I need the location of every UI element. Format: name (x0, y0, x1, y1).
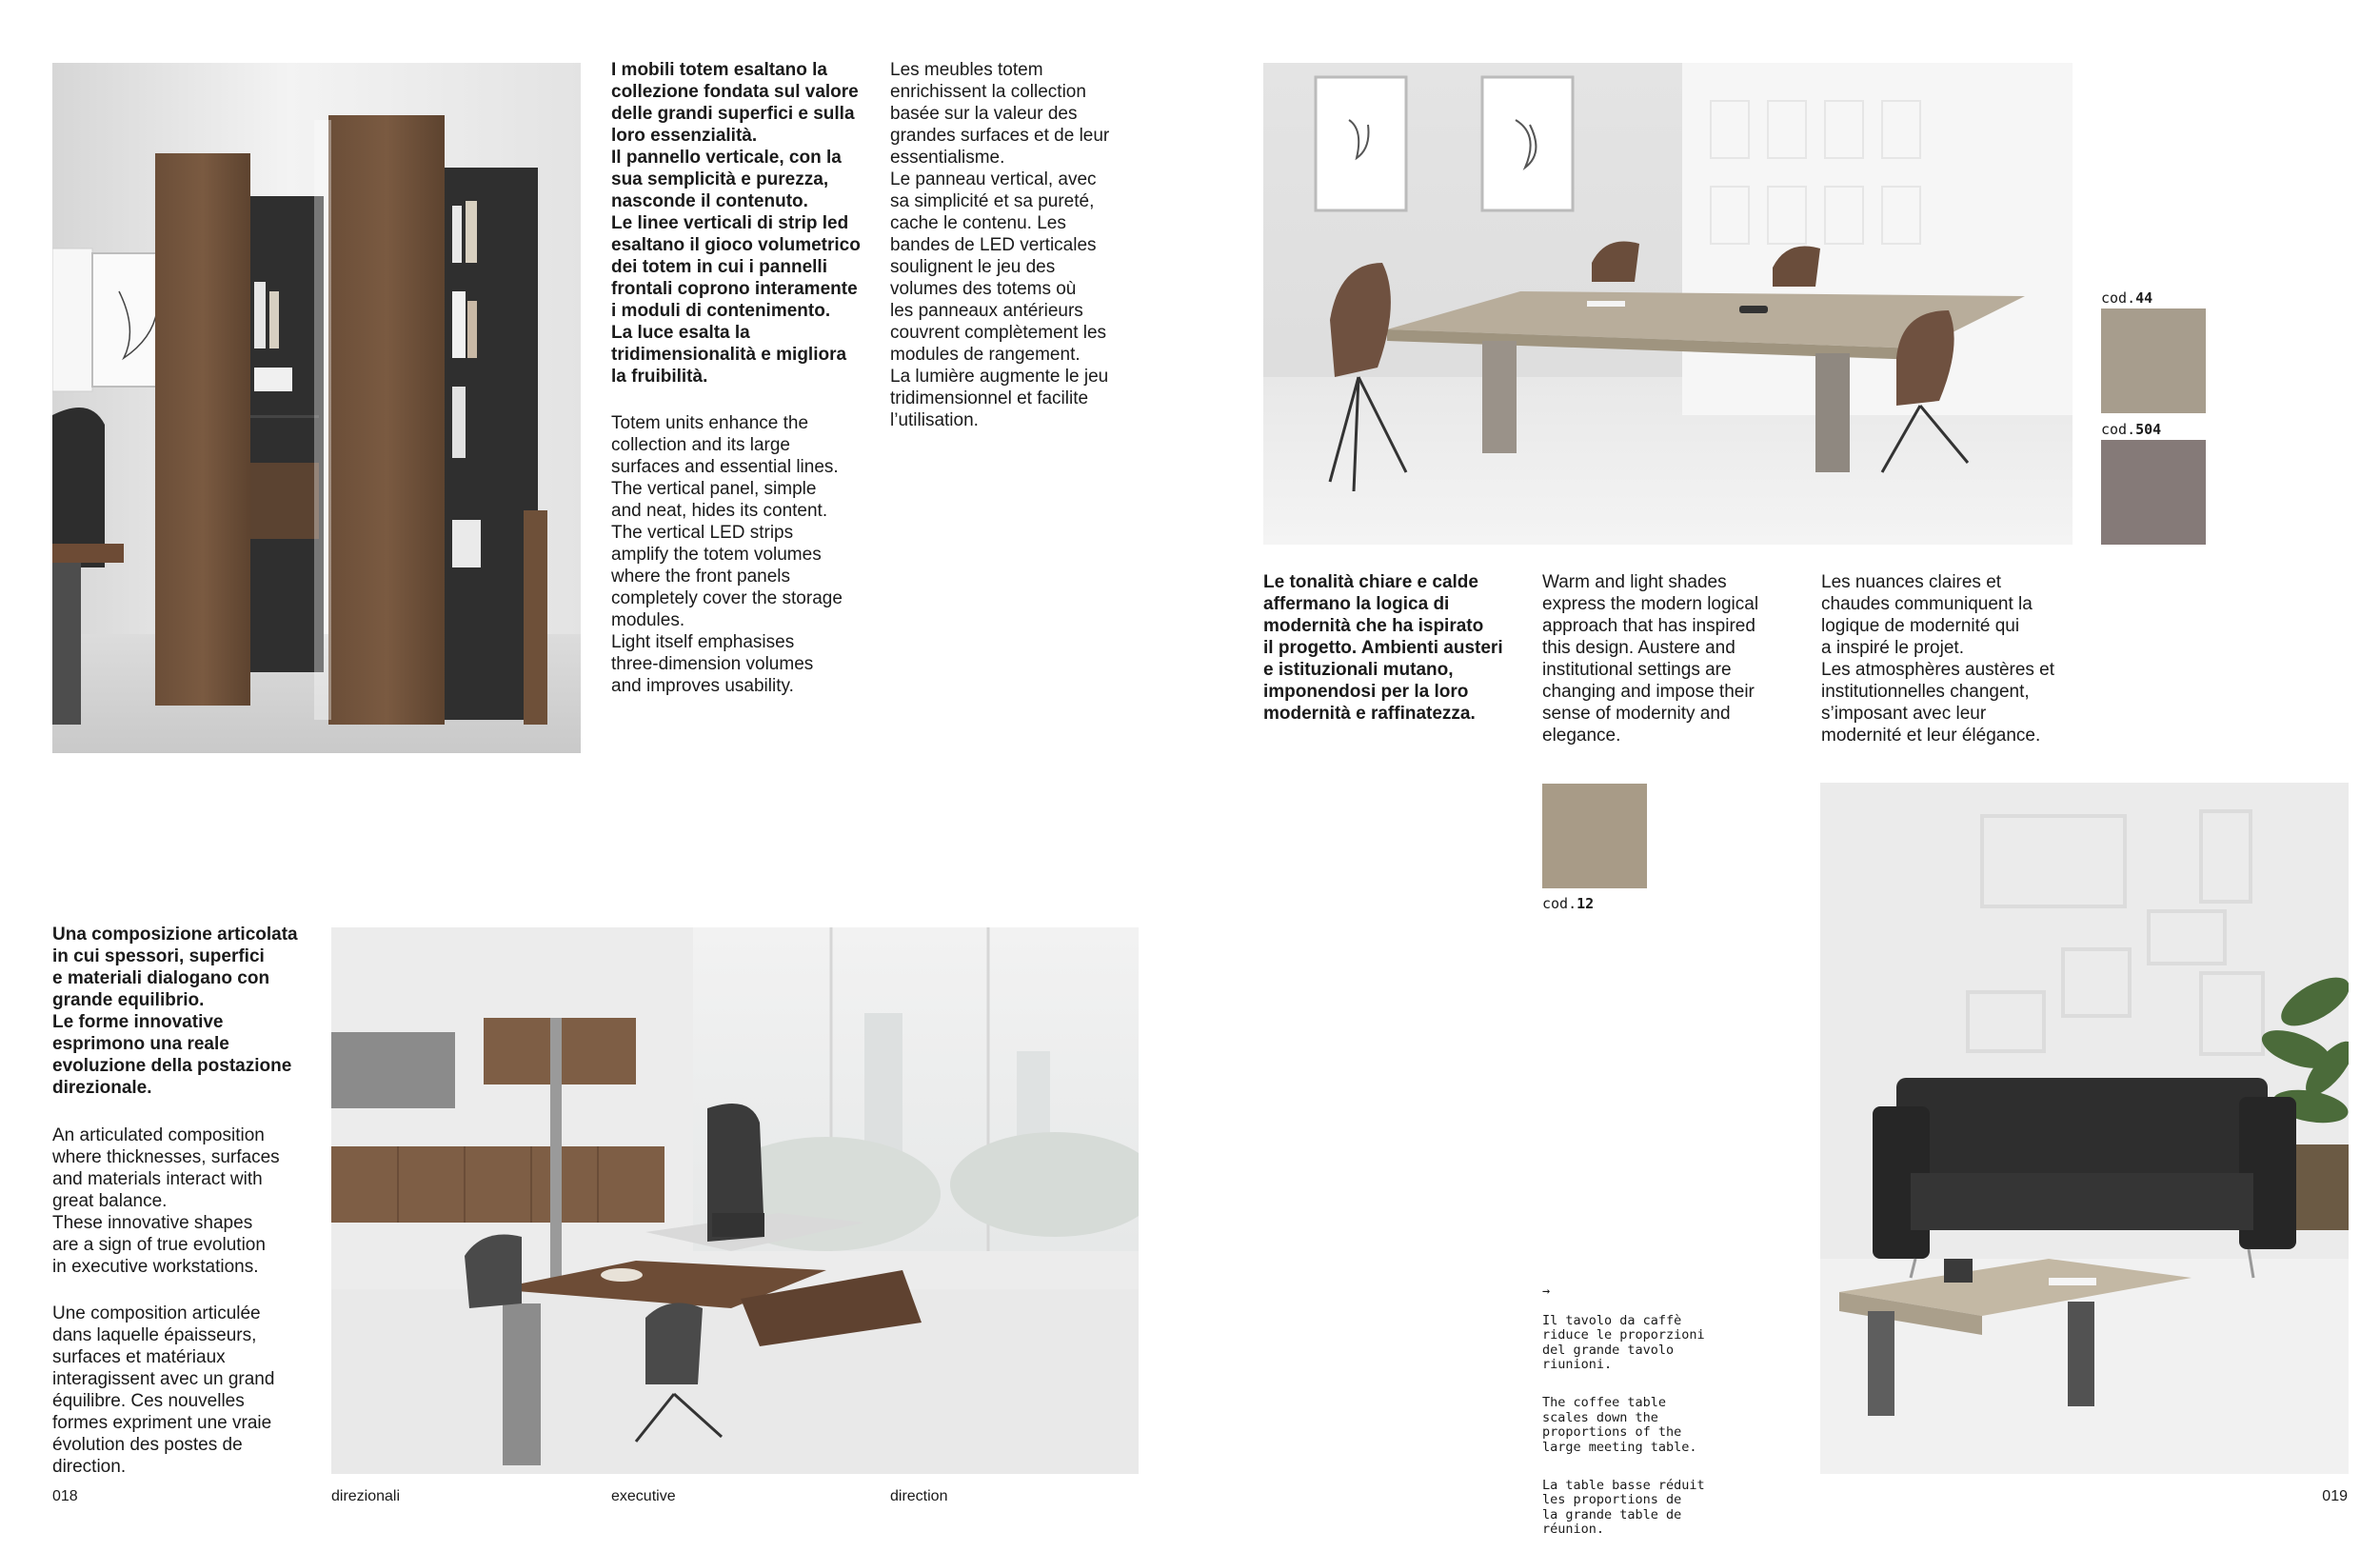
composition-text-french: Une composition articulée dans laquelle épaisseurs, surfaces et matériaux interagissent avec un grand équilibre. Ces nouvelles formes expriment une vraie évolution des postes de direction. (52, 1303, 275, 1477)
composition-text-english: An articulated composition where thicknesses, surfaces and materials interact with great balance. These innovative shapes are a sign of true evolution in executive workstations. (52, 1125, 280, 1277)
caption-italian: Il tavolo da caffè riduce le proporzioni del grande tavolo riunioni. (1542, 1312, 1705, 1372)
caption-arrow: → (1542, 1283, 1551, 1299)
swatch-12 (1542, 784, 1647, 888)
meeting-room-photo (1263, 63, 2073, 545)
lounge-sofa-photo (1820, 783, 2349, 1474)
swatch-44 (2101, 308, 2206, 413)
meeting-text-italian: Le tonalità chiare e calde affermano la logica di modernità che ha ispirato il progetto. Ambienti austeri e istituzionali mutano, imponendosi per la loro modernità e raffinatezza. (1263, 572, 1503, 724)
swatch-12-prefix: cod. (1542, 895, 1577, 912)
totem-cabinets-photo (52, 63, 581, 753)
meeting-text-english: Warm and light shades express the modern logical approach that has inspired this design. Austere and institutional settings are changing and impose their sense of modernity and elegance. (1542, 572, 1759, 746)
swatch-504 (2101, 440, 2206, 545)
page-number-right: 019 (2322, 1488, 2348, 1504)
executive-desk-photo (331, 927, 1139, 1474)
swatch-12-code: 12 (1577, 895, 1595, 912)
section-label-french: direction (890, 1488, 948, 1504)
swatch-44-prefix: cod. (2101, 289, 2136, 307)
swatch-44-label (2101, 289, 2152, 307)
totem-text-french: Les meubles totem enrichissent la collection basée sur la valeur des grandes surfaces et de leur essentialisme. Le panneau vertical, avec sa simplicité et sa pureté, cache le contenu. Les bandes de LED verticales soulignent le jeu des volumes des totems où les panneaux antérieurs couvrent complètement les modules de rangement. La lumière augmente le jeu tridimensionnel et facilite l’utilisation. (890, 60, 1110, 430)
meeting-text-french: Les nuances claires et chaudes communiquent la logique de modernité qui a inspiré le projet. Les atmosphères austères et institutionnelles changent, s’imposant avec leur modernité et leur élégance. (1821, 572, 2055, 746)
swatch-44-code: 44 (2135, 289, 2153, 307)
swatch-504-label (2101, 421, 2161, 438)
swatch-504-prefix: cod. (2101, 421, 2136, 438)
page-number-left: 018 (52, 1488, 78, 1504)
swatch-504-code: 504 (2135, 421, 2162, 438)
section-label-italian: direzionali (331, 1488, 401, 1504)
caption-french: La table basse réduit les proportions de la grande table de réunion. (1542, 1477, 1705, 1537)
coffee-table-caption (1542, 1269, 1718, 1552)
totem-text-english: Totem units enhance the collection and its large surfaces and essential lines. The vertical panel, simple and neat, hides its content. The vertical LED strips amplify the totem volumes where the front panels completely cover the storage modules. Light itself emphasises three-dimension volumes and improves usability. (611, 413, 843, 696)
swatch-12-label (1542, 895, 1594, 912)
totem-text-italian: I mobili totem esaltano la collezione fondata sul valore delle grandi superfici e sulla loro essenzialità. Il pannello verticale, con la sua semplicità e purezza, nasconde il contenuto. Le linee verticali di strip led esaltano il gioco volumetrico dei totem in cui i pannelli frontali coprono interamente i moduli di contenimento. La luce esalta la tridimensionalità e migliora la fruibilità. (611, 60, 861, 387)
composition-text-italian: Una composizione articolata in cui spessori, superfici e materiali dialogano con grande equilibrio. Le forme innovative esprimono una reale evoluzione della postazione direzionale. (52, 925, 298, 1098)
caption-english: The coffee table scales down the proportions of the large meeting table. (1542, 1395, 1697, 1455)
section-label-english: executive (611, 1488, 676, 1504)
